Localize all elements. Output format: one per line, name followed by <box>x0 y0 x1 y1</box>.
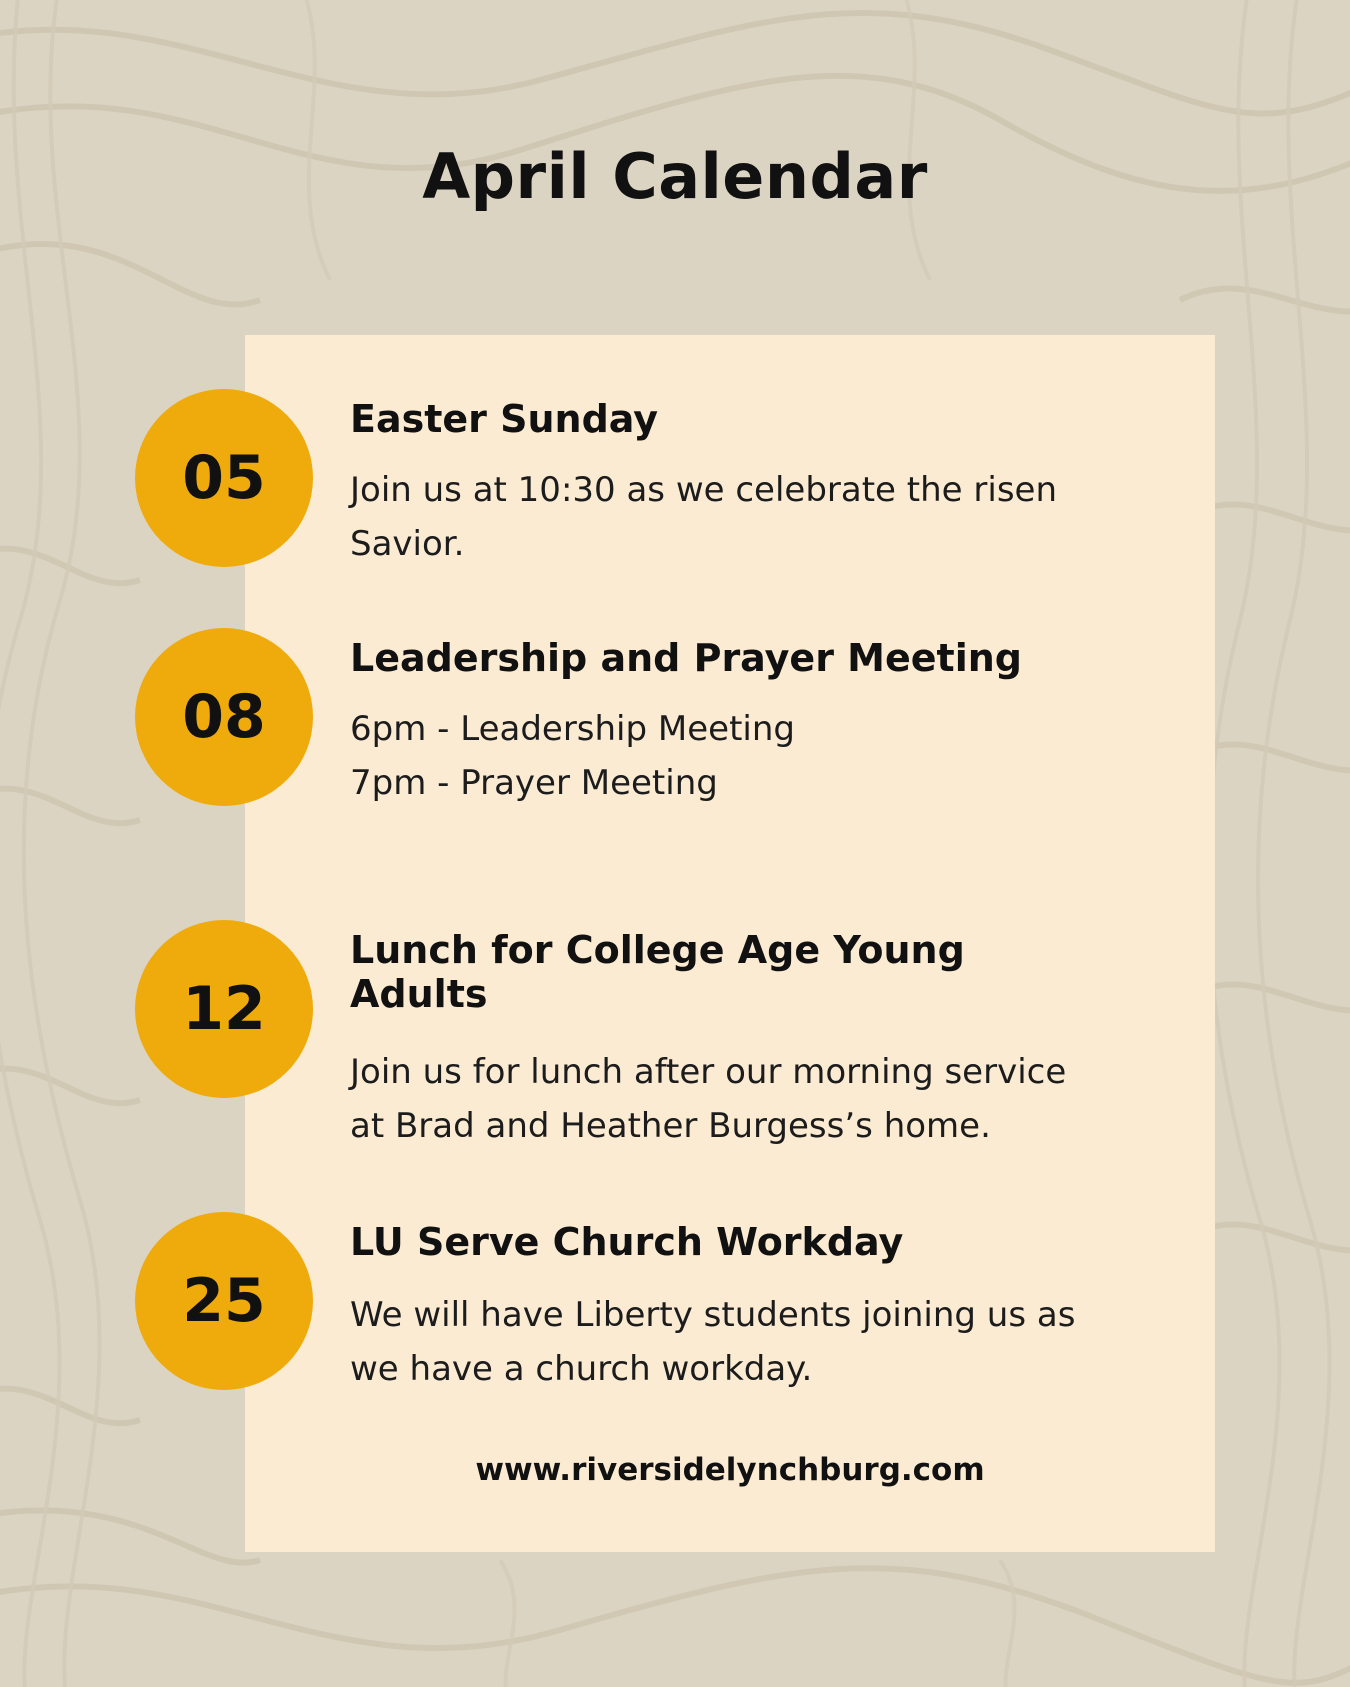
event-description-line: Savior. <box>350 524 465 564</box>
date-badge: 25 <box>135 1212 313 1390</box>
date-badge: 12 <box>135 920 313 1098</box>
event-description-line: we have a church workday. <box>350 1349 813 1389</box>
event-description-line: Join us for lunch after our morning service <box>350 1052 1067 1092</box>
event-description-line: at Brad and Heather Burgess’s home. <box>350 1106 991 1146</box>
date-badge: 08 <box>135 628 313 806</box>
event-title: Lunch for College Age Young Adults <box>350 928 965 1016</box>
page-title: April Calendar <box>422 140 928 213</box>
event-description <box>350 1045 1180 1153</box>
event-title: Leadership and Prayer Meeting <box>350 636 1022 680</box>
event-description-line: We will have Liberty students joining us as <box>350 1295 1076 1335</box>
website-link[interactable]: www.riversidelynchburg.com <box>475 1452 985 1488</box>
event-description-line: 6pm - Leadership Meeting <box>350 709 795 749</box>
date-badge: 05 <box>135 389 313 567</box>
event-title: Easter Sunday <box>350 397 659 441</box>
event-description <box>350 702 1180 810</box>
event-description-line: Join us at 10:30 as we celebrate the risen <box>350 470 1057 510</box>
event-description <box>350 1288 1180 1396</box>
event-description-line: 7pm - Prayer Meeting <box>350 763 718 803</box>
event-title: LU Serve Church Workday <box>350 1220 904 1264</box>
event-description <box>350 463 1180 571</box>
